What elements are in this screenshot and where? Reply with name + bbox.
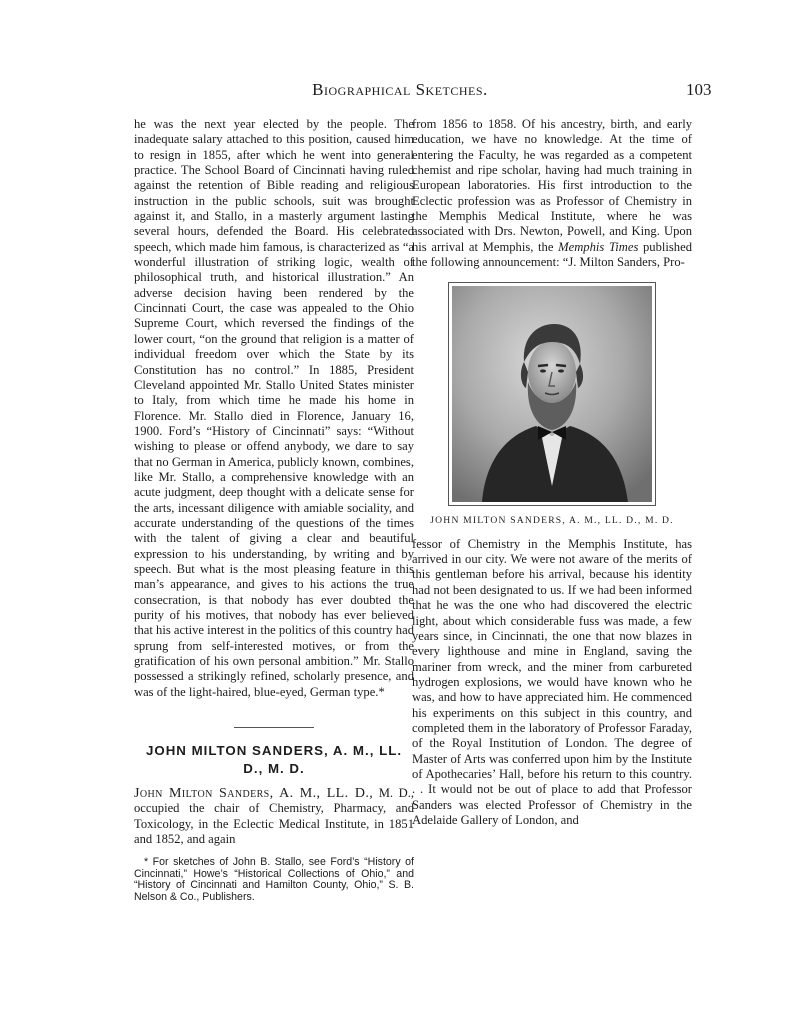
running-head <box>0 80 800 100</box>
body-paragraph: fessor of Chemistry in the Memphis Institute, has arrived in our city. We were not aware of the merits of this gentleman before his arrival, because his identity had not been designated to us. If we had been informed that he was the one who had discovered the electric light, about which considerable fuss was made, a few years since, in Cincinnati, the one that now blazes in every lighthouse and mine in England, saving the mariner from wreck, and the miner from carbureted hydrogen explosions, we would have known who he was, and how to have appreciated him. He commenced his experiments on this subject in this country, and completed them in the laboratory of Professor Faraday, of the Royal Institution of London. The degree of Master of Arts was conferred upon him by the Institute of Apothecaries’ Hall, before his return to this country. . . It would not be out of place to add that Professor Sanders was elected Professor of Chemistry in the Adelaide Gallery of London, and <box>412 536 692 827</box>
section-divider <box>234 727 314 728</box>
paragraph-text: from 1856 to 1858. Of his ancestry, birth, and early education, we have no knowledge. At the time of entering the Faculty, he was regarded as a competent chemist and ripe scholar, having had much training in European laboratories. His first introduction to the Eclectic profession was as Professor of Chemistry in the Memphis Medical Institute, where he was associated with Drs. Newton, Powell, and King. Upon his arrival at Memphis, the <box>412 117 692 254</box>
body-paragraph <box>134 786 414 847</box>
right-column <box>412 117 692 828</box>
paragraph-text: M. D., occupied the chair of Chemistry, Pharmacy, and Toxicology, in the Eclectic Medical Institute, in 1851 and 1852, and again <box>134 786 414 847</box>
portrait-frame <box>448 282 656 506</box>
footnote: * For sketches of John B. Stallo, see Ford’s “History of Cincinnati,” Howe’s “Historical Collections of Ohio,” and “History of Cincinnati and Hamilton County, Ohio,” S. B. Nelson & Co., Publishers. <box>134 856 414 903</box>
lead-name: John Milton Sanders, A. M., LL. D., <box>134 786 374 802</box>
body-paragraph <box>412 117 692 270</box>
newspaper-title: Memphis Times <box>558 239 639 254</box>
paragraph-text: published the following announcement: “J. Milton Sanders, Pro- <box>412 239 692 270</box>
body-paragraph: he was the next year elected by the people. The inadequate salary attached to this position, caused him to resign in 1855, after which he went into general practice. The School Board of Cincinnati having ruled against the retention of Bible reading and religious instruction in the public schools, suit was brought against it, and Stallo, in a masterly argument lasting several hours, defended the Board. His celebrated speech, which made him famous, is characterized as “a wonderful illustration of striking logic, wealth of philosophical truth, and historical illustration.” An adverse decision having been rendered by the Cincinnati Court, the case was appealed to the Ohio Supreme Court, which reversed the findings of the lower court, “on the ground that religion is a matter of individual freedom over which the State by its Constitution has no control.” In 1885, President Cleveland appointed Mr. Stallo United States minister to Italy, from which time he made his home in Florence. Mr. Stallo died in Florence, January 16, 1900. Ford’s “History of Cincinnati” says: “Without wishing to please or offend anybody, we dare to say that no German in America, publicly known, combines, like Mr. Stallo, a comprehensive knowledge with an acute judgment, deep thought with a delicate sense for the arts, incessant diligence with amiable sociality, and accurate understanding of the questions of the times with the talent of giving a clear and beautiful expression to his understanding, by writing and by speech. But what is the most pleasing feature in this man’s appearance, and gives to his actions the true consecration, is that nobody has ever doubted the purity of his motives, that nobody has ever believed that his active interest in the politics of this country had sprung from self-interested motives, or from the gratification of his own personal ambition.” Mr. Stallo possessed a strikingly refined, scholarly presence, and was of the light-haired, blue-eyed, German type.* <box>134 117 414 699</box>
running-head-title: Biographical Sketches. <box>312 80 488 99</box>
left-column <box>134 117 414 903</box>
page-number: 103 <box>686 80 712 99</box>
section-heading: JOHN MILTON SANDERS, A. M., LL. D., M. D. <box>145 743 403 777</box>
portrait-image <box>452 286 652 502</box>
portrait-caption: JOHN MILTON SANDERS, A. M., LL. D., M. D. <box>430 515 674 527</box>
portrait-figure <box>412 282 692 528</box>
